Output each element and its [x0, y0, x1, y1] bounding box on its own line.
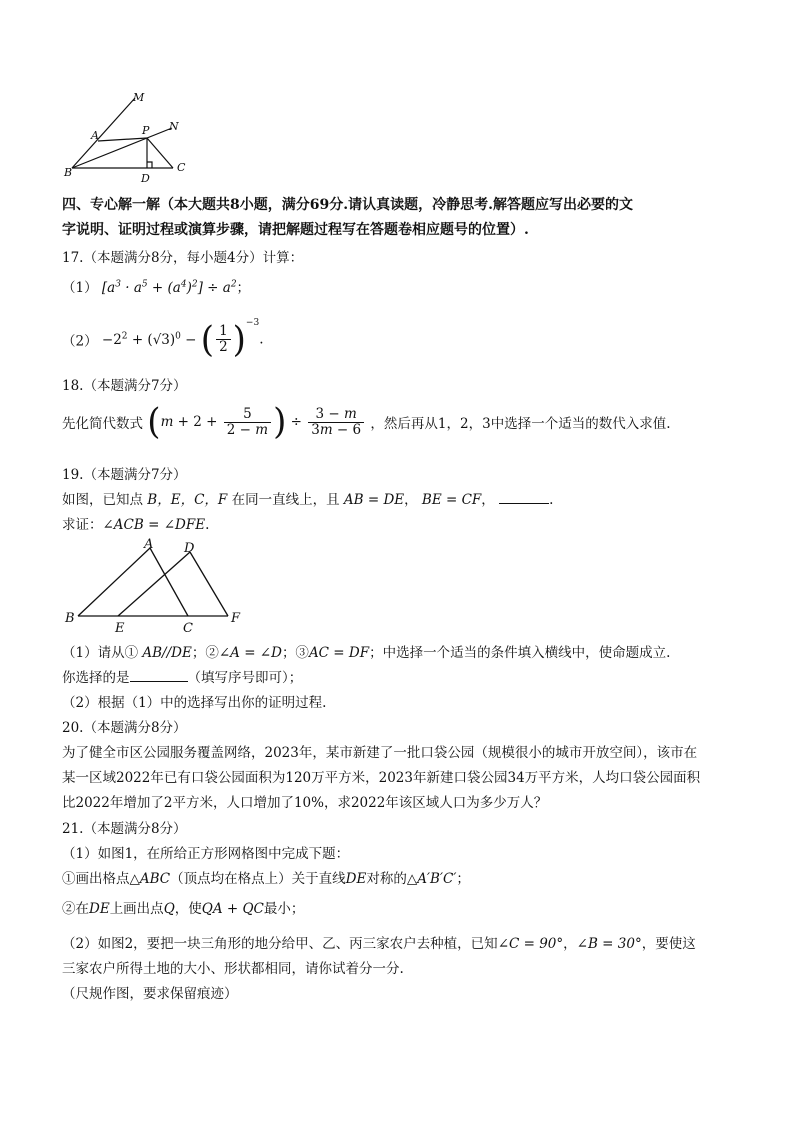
figure-bisector-triangle	[60, 88, 200, 188]
label-a: A	[91, 129, 99, 142]
q17-part2: $(2) -2^2 + (√3)^0$ − ( $\frac{1}{2}$ )$^{-3}$.	[62, 318, 264, 361]
q19-option2: ∠A = ∠D	[218, 645, 282, 661]
q19-sub2: （2）根据（1）中的选择写出你的证明过程.	[62, 695, 327, 711]
q19-prove-expression: ∠ACB = ∠DFE	[102, 517, 206, 533]
q18-body: 先化简代数式 (m + 2 + $\frac{5}{2 - m}$ ) ÷ $\frac{3 - m}{3m - 6}$ ，然后再从1，2，3中选择一个适当的数代入求值.	[62, 401, 671, 443]
q19-sub1-d: ；中选择一个适当的条件填入横线中，使命题成立.	[369, 645, 671, 661]
label-b: B	[65, 611, 75, 626]
q19-blank	[499, 491, 549, 504]
label-e: E	[115, 621, 125, 636]
q19-sub1-a: （1）请从①	[62, 645, 139, 661]
q21-ii-de: DE	[89, 901, 110, 917]
q21-ii-a: ②在	[62, 901, 89, 917]
q21-i-c: 对称的△	[366, 871, 418, 887]
label-c: C	[183, 621, 193, 636]
q21-sub2-line2: 三家农户所得土地的大小、形状都相同，请你试着分一分.	[62, 961, 404, 977]
q19-text-b: 在同一直线上，且	[231, 492, 340, 508]
q19-sub1-b: ；②	[191, 645, 219, 661]
q19-choice-hint: （填写序号即可）；	[187, 670, 303, 686]
q21-ii-c: ，使	[174, 901, 202, 917]
q21-i-abc-prime: A′B′C′	[417, 871, 457, 887]
q21-sub2-line1	[62, 932, 696, 952]
q19-cond2: BE = CF	[421, 492, 482, 508]
q21-i-a: ①画出格点△	[62, 871, 140, 887]
label-d: D	[184, 541, 195, 556]
q21-i-b: （顶点均在格点上）关于直线	[170, 871, 346, 887]
q20-header: 20.（本题满分8分）	[62, 720, 187, 736]
q21-sub2-a: （2）如图2，要把一块三角形的地分给甲、乙、丙三家农户去种植，已知	[62, 936, 498, 952]
section-heading-line2: 字说明、证明过程或演算步骤，请把解题过程写在答题卷相应题号的位置）.	[62, 222, 529, 238]
q21-item-i	[62, 867, 470, 887]
q21-sub2-d: ，要使这	[641, 936, 696, 952]
q21-ii-q: Q	[163, 901, 175, 917]
q21-ii-d: 最小；	[263, 901, 305, 917]
label-n: N	[169, 120, 179, 133]
q18-suffix: ，然后再从1，2，3中选择一个适当的数代入求值.	[370, 416, 671, 432]
q17-part1-expression: $[a^3 \cdot a^5 + (a^4)^2] \div a^2$	[101, 279, 237, 296]
q19-option3: AC = DF	[308, 645, 370, 661]
ray-bm	[72, 98, 135, 168]
segment-ed	[118, 552, 190, 616]
q20-line3: 比2022年增加了2平方米，人口增加了10%，求2022年该区域人口为多少万人？	[62, 795, 548, 811]
q18-prefix: 先化简代数式	[62, 416, 143, 432]
q21-ii-expr: QA + QC	[201, 901, 264, 917]
q19-choice	[62, 666, 302, 686]
q19-figure	[60, 536, 250, 636]
label-d: D	[141, 172, 150, 185]
label-f: F	[231, 611, 241, 626]
q21-sub1: （1）如图1，在所给正方形网格图中完成下题：	[62, 846, 350, 862]
q17-header: 17.（本题满分8分，每小题4分）计算：	[62, 250, 304, 266]
segment-ba	[78, 548, 150, 616]
q19-choice-blank	[130, 669, 188, 682]
q19-sub1	[62, 641, 670, 661]
q19-points: B，E，C，F	[147, 492, 228, 508]
q19-header: 19.（本题满分7分）	[62, 467, 187, 483]
q21-i-abc: ABC	[139, 871, 171, 887]
q19-sep2: ，	[481, 492, 495, 508]
q21-sub2-angle-c: ∠C = 90°	[497, 936, 564, 952]
q19-choice-label: 你选择的是	[62, 670, 130, 686]
q19-sub1-c: ；③	[281, 645, 309, 661]
q17-part1-label: （1）	[62, 280, 98, 296]
section-heading-line1: 四、专心解一解（本大题共8小题，满分69分.请认真读题，冷静思考.解答题应写出必要的文	[62, 197, 633, 213]
q21-header: 21.（本题满分8分）	[62, 821, 187, 837]
q21-sub2-sep: ，	[563, 936, 577, 952]
label-p: P	[142, 124, 150, 137]
segment-df	[190, 552, 228, 616]
q20-line2: 某一区域2022年已有口袋公园面积为120万平方米，2023年新建口袋公园34万平方米，人均口袋公园面积	[62, 770, 701, 786]
q21-sub2-angle-b: ∠B = 30°	[576, 936, 642, 952]
segment-pc	[147, 138, 173, 168]
q21-i-d: ；	[456, 871, 470, 887]
q19-cond1: AB = DE	[343, 492, 405, 508]
q21-ii-b: 上画出点	[109, 901, 164, 917]
q21-item-ii	[62, 897, 304, 917]
q19-sep1: ，	[404, 492, 418, 508]
ray-bn	[72, 128, 172, 168]
label-c: C	[177, 161, 186, 174]
q19-option1: AB//DE	[142, 645, 192, 661]
q19-prove: 求证：∠ACB = ∠DFE.	[62, 517, 210, 533]
label-b: B	[64, 166, 73, 179]
label-a: A	[144, 537, 154, 552]
q18-header: 18.（本题满分7分）	[62, 378, 187, 394]
right-angle-mark	[147, 162, 152, 168]
q17-part2-expression: $-2^2 + (√3)^0$ −	[101, 331, 197, 348]
q19-text-a: 如图，已知点	[62, 492, 143, 508]
q21-sub2-line3: （尺规作图，要求保留痕迹）	[62, 986, 238, 1002]
q17-part1: （1） $[a^3 \cdot a^5 + (a^4)^2] \div a^2$；	[62, 279, 251, 296]
q20-line1: 为了健全市区公园服务覆盖网络，2023年，某市新建了一批口袋公园（规模很小的城市开放空间），该市在	[62, 745, 698, 761]
label-m: M	[133, 91, 145, 104]
q19-statement: 如图，已知点 B，E，C，F 在同一直线上，且 AB = DE， BE = CF， .	[62, 492, 554, 508]
q21-i-de: DE	[345, 871, 367, 887]
q17-part2-label: （2）	[62, 333, 98, 350]
q19-prove-label: 求证：	[62, 517, 103, 533]
